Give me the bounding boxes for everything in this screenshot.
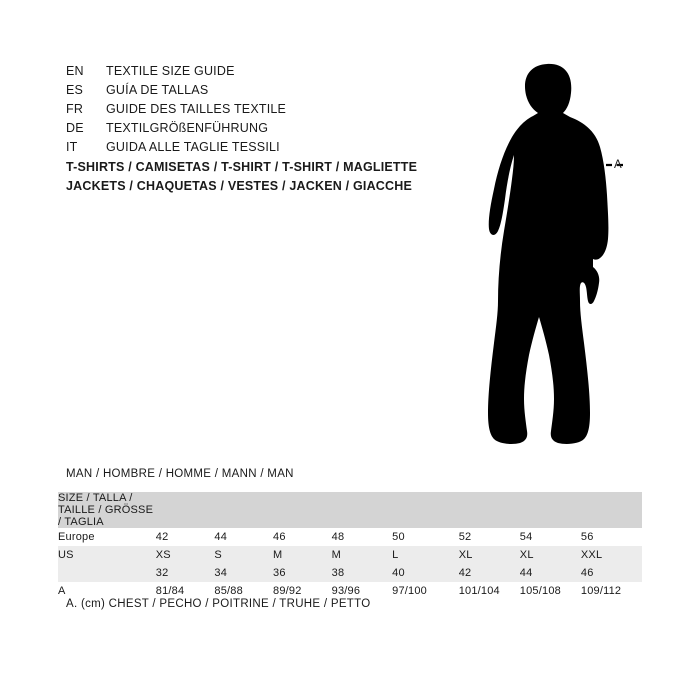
- language-row: [66, 121, 426, 140]
- language-title: TEXTILE SIZE GUIDE: [106, 64, 235, 78]
- table-header-row: [58, 492, 642, 528]
- row-cell: S: [214, 546, 273, 564]
- row-cell: 34: [214, 564, 273, 582]
- row-cell: 109/112: [581, 582, 642, 600]
- table-header-cell: [214, 492, 273, 528]
- garment-line-tshirts: T-SHIRTS / CAMISETAS / T-SHIRT / T-SHIRT / MAGLIETTE: [66, 160, 418, 174]
- row-cell: 38: [332, 564, 393, 582]
- row-cell: XS: [156, 546, 215, 564]
- table-row: [58, 564, 642, 582]
- row-cell: 50: [392, 528, 459, 546]
- size-table: [58, 492, 642, 600]
- table-header-cell: [156, 492, 215, 528]
- row-cell: M: [273, 546, 332, 564]
- table-header-cell: [332, 492, 393, 528]
- language-list: [66, 64, 426, 159]
- garment-type-list: [66, 160, 486, 198]
- table-row: [58, 546, 642, 564]
- garment-line-jackets: JACKETS / CHAQUETAS / VESTES / JACKEN / GIACCHE: [66, 179, 413, 193]
- row-label: US: [58, 546, 156, 564]
- row-cell: 44: [520, 564, 581, 582]
- table-header-cell: [520, 492, 581, 528]
- table-header-cell: [581, 492, 642, 528]
- language-row: [66, 140, 426, 159]
- row-cell: L: [392, 546, 459, 564]
- row-cell: 54: [520, 528, 581, 546]
- row-cell: 32: [156, 564, 215, 582]
- row-cell: 56: [581, 528, 642, 546]
- chest-measure-label: A: [614, 159, 622, 171]
- row-label: Europe: [58, 528, 156, 546]
- row-cell: XXL: [581, 546, 642, 564]
- row-cell: 105/108: [520, 582, 581, 600]
- language-title: TEXTILGRÖßENFÜHRUNG: [106, 121, 269, 135]
- silhouette-svg: [430, 55, 680, 455]
- row-cell: 85/88: [214, 582, 273, 600]
- row-cell: XL: [459, 546, 520, 564]
- table-header-cell: [392, 492, 459, 528]
- row-cell: 44: [214, 528, 273, 546]
- row-cell: 52: [459, 528, 520, 546]
- row-cell: 93/96: [332, 582, 393, 600]
- row-cell: 42: [156, 528, 215, 546]
- language-row: [66, 64, 426, 83]
- language-title: GUIDE DES TAILLES TEXTILE: [106, 102, 287, 116]
- row-cell: 48: [332, 528, 393, 546]
- row-cell: 89/92: [273, 582, 332, 600]
- language-code: ES: [66, 83, 84, 97]
- language-title: GUÍA DE TALLAS: [106, 83, 209, 97]
- row-cell: 40: [392, 564, 459, 582]
- row-cell: 46: [273, 528, 332, 546]
- table-header-cell: SIZE / TALLA / TAILLE / GRÖSSE / TAGLIA: [58, 492, 156, 528]
- table-row: [58, 528, 642, 546]
- row-cell: 97/100: [392, 582, 459, 600]
- man-silhouette-figure: [430, 55, 680, 455]
- measurement-footnote: A. (cm) CHEST / PECHO / POITRINE / TRUHE / PETTO: [66, 598, 371, 610]
- language-code: EN: [66, 64, 84, 78]
- row-cell: M: [332, 546, 393, 564]
- row-cell: 42: [459, 564, 520, 582]
- row-cell: 101/104: [459, 582, 520, 600]
- row-cell: XL: [520, 546, 581, 564]
- table-header-cell: [459, 492, 520, 528]
- row-cell: 46: [581, 564, 642, 582]
- row-label: [58, 564, 156, 582]
- row-label: A: [58, 582, 156, 600]
- language-row: [66, 83, 426, 102]
- language-code: FR: [66, 102, 84, 116]
- language-row: [66, 102, 426, 121]
- row-cell: 36: [273, 564, 332, 582]
- row-cell: 81/84: [156, 582, 215, 600]
- language-code: IT: [66, 140, 78, 154]
- language-code: DE: [66, 121, 84, 135]
- table-header-cell: [273, 492, 332, 528]
- language-title: GUIDA ALLE TAGLIE TESSILI: [106, 140, 280, 154]
- table-title: MAN / HOMBRE / HOMME / MANN / MAN: [66, 468, 294, 480]
